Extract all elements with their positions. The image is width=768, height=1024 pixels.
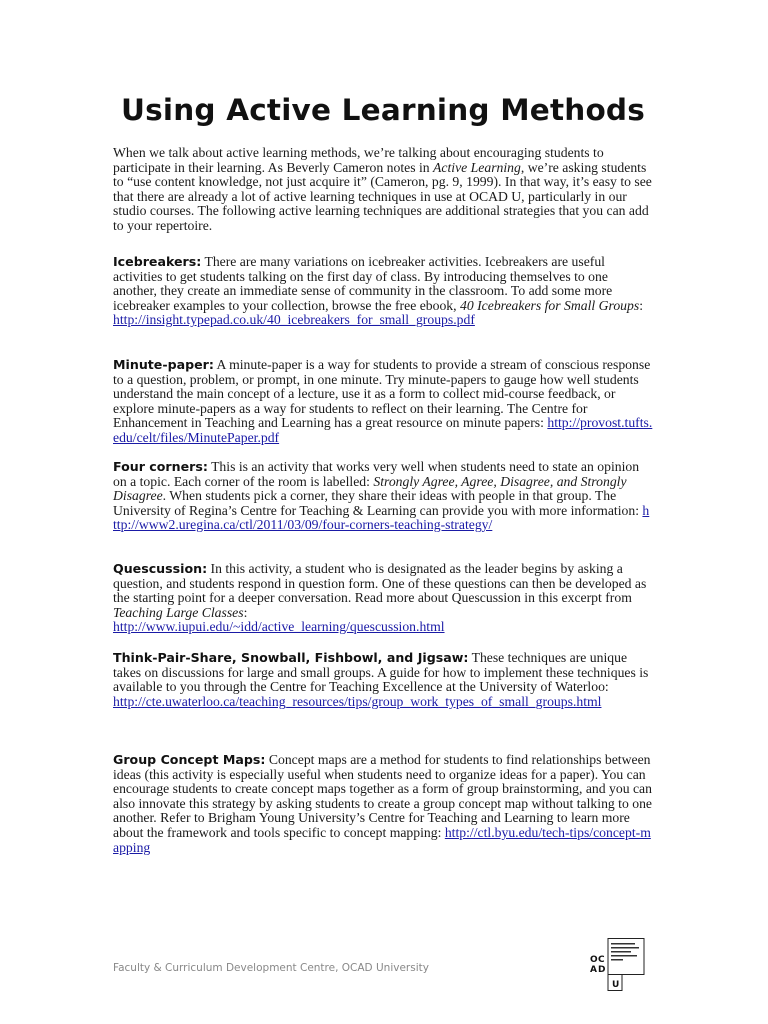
four-corners-heading: Four corners: xyxy=(113,459,208,474)
page-title: Using Active Learning Methods xyxy=(120,93,646,127)
logo-letter-a: A xyxy=(590,965,597,975)
think-pair-section: Think-Pair-Share, Snowball, Fishbowl, and Jigsaw: These techniques are unique takes on discussions for large and small groups. A guide for how to implement these techniques is available to you through the Centre for Teaching Excellence at the University of Waterloo: http://cte.uwaterloo.ca/teaching_resources/tips/group_work_types_of_small_groups.html xyxy=(113,650,649,709)
concept-maps-heading: Group Concept Maps: xyxy=(113,752,266,767)
intro-paragraph: When we talk about active learning methods, we’re talking about encouraging students to participate in their learning. As Beverly Cameron notes in Active Learning, we’re asking students to “use content knowledge, not just acquire it” (Cameron, pg. 9, 1999). In that way, it’s easy to see that there are already a lot of active learning techniques in use at OCAD U, particularly in our studio courses. The following active learning techniques are additional strategies that you can add to your repertoire. xyxy=(113,145,652,233)
quescussion-link[interactable]: http://www.iupui.edu/~idd/active_learning/quescussion.html xyxy=(113,619,445,635)
four-corners-link[interactable]: http://www2.uregina.ca/ctl/2011/03/09/four-corners-teaching-strategy/ xyxy=(113,502,650,533)
book-title: 40 Icebreakers for Small Groups xyxy=(460,297,640,313)
quescussion-section: Quescussion: In this activity, a student who is designated as the leader begins by asking a question, and students respond in question form. One of these questions can then be developed as the starting point for a deeper conversation. Read more about Quescussion in this excerpt from Teaching Large Classes: http://www.iupui.edu/~idd/active_learning/quescussion.html xyxy=(113,561,647,635)
logo-letter-o: O xyxy=(590,955,598,965)
concept-maps-link[interactable]: http://ctl.byu.edu/tech-tips/concept-mapping xyxy=(113,824,651,855)
icebreakers-heading: Icebreakers: xyxy=(113,254,202,269)
icebreakers-section: Icebreakers: There are many variations on icebreaker activities. Icebreakers are useful activities to get students talking on the first day of class. By introducing themselves to one another, they create an immediate sense of community in the classroom. To add some more icebreaker examples to your collection, browse the free ebook, 40 Icebreakers for Small Groups: http://insight.typepad.co.uk/40_icebreakers_for_small_groups.pdf xyxy=(113,254,643,328)
ocad-logo-icon xyxy=(588,938,646,992)
quescussion-heading: Quescussion: xyxy=(113,561,208,576)
minute-paper-link[interactable]: http://provost.tufts.edu/celt/files/MinutePaper.pdf xyxy=(113,415,653,445)
minute-paper-heading: Minute-paper: xyxy=(113,357,214,372)
ocad-logo xyxy=(588,938,646,997)
think-pair-heading: Think-Pair-Share, Snowball, Fishbowl, and Jigsaw: xyxy=(113,650,469,665)
minute-paper-section: Minute-paper: A minute-paper is a way for students to provide a stream of conscious response to a question, problem, or prompt, in one minute. Try minute-papers to gauge how well students understand the main concept of a lecture, use it as a form to collect mid-course feedback, or explore minute-papers as a way for students to reflect on their learning. The Centre for Enhancement in Teaching and Learning has a great resource on minute papers: http://provost.tufts.edu/celt/files/MinutePaper.pdf xyxy=(113,357,653,445)
book-title: Active Learning xyxy=(433,159,521,175)
logo-letter-u: U xyxy=(612,980,620,990)
think-pair-link[interactable]: http://cte.uwaterloo.ca/teaching_resources/tips/group_work_types_of_small_groups.html xyxy=(113,693,602,709)
logo-letter-c: C xyxy=(598,955,605,965)
concept-maps-section: Group Concept Maps: Concept maps are a method for students to find relationships between ideas (this activity is especially useful when students need to organize ideas for a paper). You can encourage students to create concept maps together as a form of group brainstorming, and you can also innovate this strategy by asking students to create a group concept map without talking to one another. Refer to Brigham Young University’s Centre for Teaching and Learning to learn more about the framework and tools specific to concept mapping: http://ctl.byu.edu/tech-tips/concept-mapping xyxy=(113,752,653,855)
page-footer: Faculty & Curriculum Development Centre, OCAD University xyxy=(113,962,429,974)
book-title: Teaching Large Classes xyxy=(113,604,244,620)
logo-letter-d: D xyxy=(598,965,606,975)
corner-labels: Strongly Agree, Agree, Disagree, and Strongly Disagree xyxy=(113,473,627,504)
four-corners-section: Four corners: This is an activity that works very well when students need to state an opinion on a topic. Each corner of the room is labelled: Strongly Agree, Agree, Disagree, and Strongly Disagree. When students pick a corner, they share their ideas with people in that group. The University of Regina’s Centre for Teaching & Learning can provide you with more information: http://www2.uregina.ca/ctl/2011/03/09/four-corners-teaching-strategy/ xyxy=(113,459,650,533)
icebreakers-link[interactable]: http://insight.typepad.co.uk/40_icebreakers_for_small_groups.pdf xyxy=(113,312,475,328)
